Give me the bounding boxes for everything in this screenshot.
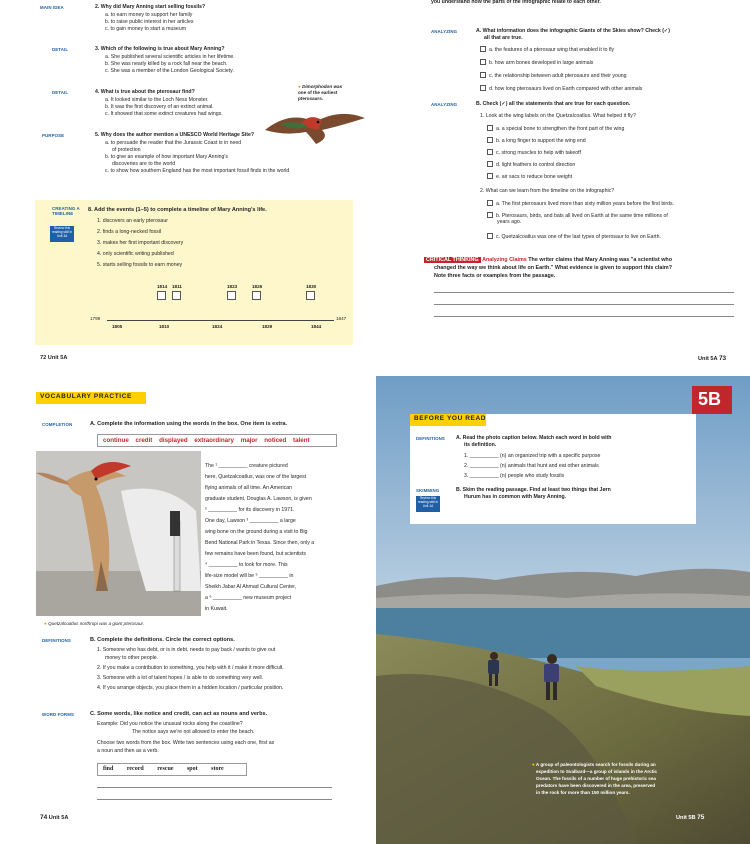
byr-qB-stem: B. Skim the reading passage. Find at least two things that Jørn	[456, 487, 611, 493]
tl-box-4[interactable]	[252, 291, 261, 300]
byr-qA-item-2[interactable]: 2. __________ (n) animals that hunt and eat other animals	[464, 463, 599, 469]
tl-bot-3: 1824	[212, 324, 223, 329]
passage-line-12: Sheikh Jabar Al Ahmad Cultural Center,	[205, 584, 297, 590]
passage-line-11[interactable]: life-size model will be ⁵ __________ in	[205, 573, 294, 579]
tl-top-4: 1826	[252, 284, 263, 289]
vocab-title: VOCABULARY PRACTICE	[40, 393, 132, 400]
qB1-opt-e[interactable]: e. air sacs to reduce bone weight	[487, 173, 572, 181]
page-72	[0, 0, 372, 372]
passage-line-13[interactable]: a ⁶ __________ new museum project	[205, 595, 292, 601]
q5-opt-c: c. to show how southern England has the most important fossil finds in the world	[105, 168, 290, 174]
passage-line-3: flying animals of all time. An American	[205, 485, 293, 491]
qA-opt-d[interactable]: d. how long pterosaurs lived on Earth compared with other animals	[480, 85, 642, 93]
answer-line-1[interactable]	[434, 292, 734, 293]
label-analyzing-1: ANALYZING	[431, 29, 458, 34]
qB1-opt-a[interactable]: a. a special bone to strengthen the front part of the wing	[487, 125, 624, 133]
dimorphodon-caption-3: pterosaurs.	[298, 96, 324, 101]
page-footer-72: 72 Unit 5A	[40, 355, 68, 361]
q8-item-5: 5. starts selling fossils to earn money	[97, 262, 183, 268]
byr-qA-stem-2: its definition.	[464, 442, 497, 448]
label-completion: COMPLETION	[42, 422, 73, 427]
photo-caption-1: ● A group of paleontologists search for fossils during an	[532, 762, 656, 767]
page-footer-75: Unit 5B 75	[676, 814, 705, 821]
write-line-1[interactable]	[97, 787, 332, 788]
label-word-forms: WORD FORMS	[42, 712, 74, 717]
pterosaur-caption: ● Quetzalcoatlus northropi was a giant pterosaur.	[44, 621, 145, 626]
word-box	[97, 434, 337, 447]
q3-stem: 3. Which of the following is true about Mary Anning?	[95, 46, 225, 52]
passage-line-9: few remains have been found, but scientists	[205, 551, 306, 557]
timeline-end: 1847	[336, 316, 347, 321]
page-74	[0, 376, 372, 844]
q5-opt-a: a. to persuade the reader that the Jurassic Coast is in need	[105, 140, 242, 146]
label-main-idea: MAIN IDEA	[40, 5, 64, 10]
top-continuation-text: you understand how the parts of the infographic relate to each other.	[431, 0, 601, 5]
page-footer-74: 74 Unit 5A	[40, 814, 69, 821]
label-skimming: SKIMMING	[416, 488, 440, 493]
label-creating-timeline: CREATING A TIMELINE	[52, 206, 80, 216]
q2-opt-c: c. to gain money to start a museum	[105, 26, 187, 32]
vocab-qC-instr-2: a noun and then as a verb.	[97, 748, 159, 754]
vocab-qB-item-4[interactable]: 4. If you arrange objects, you place them in a hidden location / particular position.	[97, 685, 284, 691]
passage-line-5[interactable]: ² __________ for its discovery in 1971.	[205, 507, 295, 513]
q5-stem: 5. Why does the author mention a UNESCO World Heritage Site?	[95, 132, 255, 138]
q3-opt-c: c. She was a member of the London Geological Society.	[105, 68, 234, 74]
passage-line-4: graduate student, Douglas A. Lawson, is given	[205, 496, 312, 502]
review-skill-icon: Review this reading skill in Unit 3A	[50, 226, 74, 242]
qA-opt-b[interactable]: b. how arm bones developed in large animals	[480, 59, 593, 67]
tl-top-5: 1830	[306, 284, 317, 289]
byr-qA-stem: A. Read the photo caption below. Match each word in bold with	[456, 435, 612, 441]
tl-box-5[interactable]	[306, 291, 315, 300]
photo-caption-4: predators have been discovered in the area, preserved	[536, 783, 656, 788]
vocab-qC-example-1: Example: Did you notice the unusual rocks along the coastline?	[97, 721, 243, 727]
q5-opt-b-cont: discoveries are to the world	[112, 161, 176, 167]
photo-caption-5: in the rock for more than 150 million years.	[536, 790, 630, 795]
qB2-opt-a[interactable]: a. The first pterosaurs lived more than sixty million years before the first birds.	[487, 200, 674, 208]
qB1-opt-d[interactable]: d. light feathers to control direction	[487, 161, 575, 169]
label-detail-1: DETAIL	[52, 47, 69, 52]
dimorphodon-caption: ● Dimorphodon was	[298, 84, 343, 89]
byr-qA-item-1[interactable]: 1. __________ (n) an organized trip with a specific purpose	[464, 453, 601, 459]
q3-opt-a: a. She published several scientific articles in her lifetime.	[105, 54, 235, 60]
passage-line-10[interactable]: ⁴ __________ to look for more. This	[205, 562, 288, 568]
tl-box-3[interactable]	[227, 291, 236, 300]
label-definitions: DEFINITIONS	[42, 638, 71, 643]
q2-opt-a: a. to earn money to support her family	[105, 12, 193, 18]
answer-line-2[interactable]	[434, 304, 734, 305]
vocab-qB-item-1-cont: money to other people.	[105, 655, 159, 661]
photo-caption-2: expedition to Svalbard—a group of islands in the Arctic	[536, 769, 658, 774]
tl-box-2[interactable]	[172, 291, 181, 300]
qA-opt-c[interactable]: c. the relationship between adult pterosaurs and their young	[480, 72, 627, 80]
q8-item-2: 2. finds a long-necked fossil	[97, 229, 162, 235]
q5-opt-b: b. to give an example of how important Mary Anning's	[105, 154, 228, 160]
dimorphodon-illustration	[260, 100, 370, 150]
q4-stem: 4. What is true about the pterosaur find?	[95, 89, 195, 95]
photo-caption-3: Ocean. The fossils of a number of huge prehistoric sea	[536, 776, 656, 781]
vocab-qB-stem: B. Complete the definitions. Circle the correct options.	[90, 637, 235, 643]
q8-item-1: 1. discovers an early pterosaur	[97, 218, 168, 224]
qB2-opt-c[interactable]: c. Quetzalcoatlus was one of the last types of pterosaur to live on Earth.	[487, 233, 661, 241]
qB2-stem: 2. What can we learn from the timeline on the infographic?	[480, 188, 615, 194]
passage-line-7: wing bone on the ground during a visit to Big	[205, 529, 308, 535]
q8-stem: 8. Add the events (1–5) to complete a timeline of Mary Anning's life.	[88, 207, 267, 213]
q4-opt-c: c. It showed that some extinct creatures had wings.	[105, 111, 223, 117]
q2-stem: 2. Why did Mary Anning start selling fossils?	[95, 4, 206, 10]
vocab-qC-example-2: The notice says we're not allowed to enter the beach.	[132, 729, 255, 735]
vocab-qC-stem: C. Some words, like notice and credit, can act as nouns and verbs.	[90, 711, 268, 717]
q3-opt-b: b. She was nearly killed by a rock fall near the beach.	[105, 61, 228, 67]
vocab-qB-item-2[interactable]: 2. If you make a contribution to something, you help with it / make it more difficult.	[97, 665, 284, 671]
q4-opt-a: a. It looked similar to the Loch Ness Monster.	[105, 97, 209, 103]
answer-line-3[interactable]	[434, 316, 734, 317]
before-you-read-title: BEFORE YOU READ	[414, 415, 487, 422]
tl-bot-4: 1829	[262, 324, 273, 329]
word-box-2	[97, 763, 247, 776]
q8-item-4: 4. only scientific writing published	[97, 251, 174, 257]
tl-top-1: 1814	[157, 284, 168, 289]
byr-qB-stem-2: Hurum has in common with Mary Anning.	[464, 494, 567, 500]
word-box-words: continue credit displayed extraordinary major noticed talent	[103, 437, 310, 444]
qB1-opt-c[interactable]: c. strong muscles to help with takeoff	[487, 149, 581, 157]
passage-line-6[interactable]: One day, Lawson ³ __________ a large	[205, 518, 296, 524]
page-73	[376, 0, 750, 372]
qB1-stem: 1. Look at the wing labels on the Quetzalcoatlus. What helped it fly?	[480, 113, 636, 119]
label-definitions-75: DEFINITIONS	[416, 436, 445, 441]
page-footer-73: Unit 5A 73	[698, 355, 727, 362]
word-box-2-words: find record rescue spot store	[103, 766, 224, 772]
passage-line-2: here, Quetzalcoatlus, was one of the largest	[205, 474, 307, 480]
write-line-2[interactable]	[97, 799, 332, 800]
ct-line-3: Note three facts or examples from the passage.	[434, 273, 556, 279]
qA-stem-2: all that are true.	[484, 35, 523, 41]
timeline-axis	[107, 320, 334, 321]
tl-bot-5: 1844	[311, 324, 322, 329]
qB2-opt-b-cont: years ago.	[497, 219, 522, 225]
vocab-qA-stem: A. Complete the information using the words in the box. One item is extra.	[90, 421, 288, 427]
passage-line-1[interactable]: The ¹ __________ creature pictured	[205, 463, 288, 469]
timeline-panel	[35, 200, 353, 345]
q8-item-3: 3. makes her first important discovery	[97, 240, 184, 246]
qA-stem: A. What information does the infographic Giants of the Skies show? Check (✓)	[476, 28, 671, 34]
pterosaur-model-photo	[36, 451, 201, 616]
q2-opt-b: b. to raise public interest in her articles	[105, 19, 194, 25]
tl-top-3: 1823	[227, 284, 238, 289]
critical-thinking-heading: CRITICAL THINKING Analyzing Claims The writer claims that Mary Anning was "a scientist who	[426, 257, 672, 263]
vocab-qB-item-1[interactable]: 1. Someone who has debt, or is in debt, needs to pay back / wants to give out	[97, 647, 276, 653]
ct-line-2: changed the way we think about life on Earth." What evidence is given to support this claim?	[434, 265, 672, 271]
byr-qA-item-3[interactable]: 3. __________ (n) people who study fossils	[464, 473, 565, 479]
section-badge-text: 5B	[698, 389, 722, 409]
tl-bot-1: 1805	[112, 324, 123, 329]
label-purpose: PURPOSE	[42, 133, 65, 138]
passage-line-14: in Kuwait.	[205, 606, 228, 612]
tl-top-2: 1811	[172, 284, 182, 289]
vocab-qC-instr-1: Choose two words from the box. Write two sentences using each one, first as	[97, 740, 275, 746]
passage-line-8: Bend National Park in Texas. Since then, only a	[205, 540, 315, 546]
qB-stem: B. Check (✓) all the statements that are true for each question.	[476, 101, 631, 107]
timeline-start: 1799	[90, 316, 101, 321]
qB2-opt-b[interactable]: b. Pterosaurs, birds, and bats all lived on Earth at the same time millions of	[487, 212, 668, 220]
q5-opt-a-cont: of protection	[112, 147, 141, 153]
review-skill-icon-75: Review this reading skill in Unit 1A	[416, 496, 440, 512]
dimorphodon-caption-2: one of the earliest	[298, 90, 338, 95]
tl-bot-2: 1810	[159, 324, 170, 329]
qB1-opt-b[interactable]: b. a long finger to support the wing end	[487, 137, 586, 145]
label-detail-2: DETAIL	[52, 90, 69, 95]
vocab-qB-item-3[interactable]: 3. Someone with a lot of talent hopes / is able to do something very well.	[97, 675, 264, 681]
page-75	[376, 376, 750, 844]
label-analyzing-2: ANALYZING	[431, 102, 458, 107]
qA-opt-a[interactable]: a. the features of a pterosaur wing that enabled it to fly	[480, 46, 614, 54]
q4-opt-b: b. It was the first discovery of an extinct animal.	[105, 104, 214, 110]
tl-box-1[interactable]	[157, 291, 166, 300]
